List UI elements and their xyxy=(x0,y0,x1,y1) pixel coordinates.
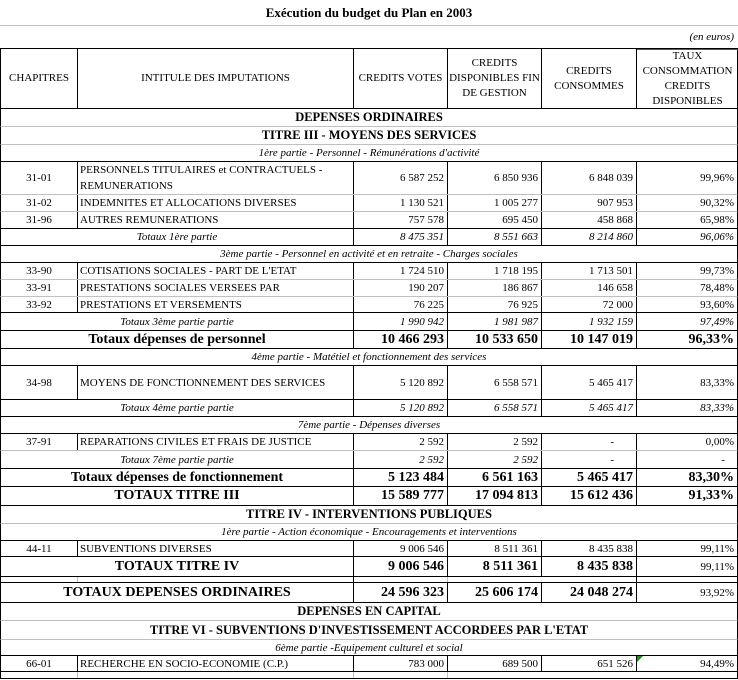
section-row xyxy=(0,127,738,145)
comment-indicator-icon[interactable] xyxy=(637,656,643,662)
credits-votes[interactable]: 1 130 521 xyxy=(354,195,448,211)
total-label[interactable]: TOTAUX DEPENSES ORDINAIRES xyxy=(1,583,354,602)
taux[interactable]: 99,11% xyxy=(700,560,734,573)
credits-consommes[interactable]: 1 713 501 xyxy=(542,263,637,279)
section-row xyxy=(0,506,738,524)
header-taux[interactable]: TAUX CONSOMMATION CREDITS DISPONIBLES xyxy=(637,49,738,108)
credits-consommes[interactable]: 651 526 xyxy=(542,656,637,671)
credits-votes[interactable]: 1 724 510 xyxy=(354,263,448,279)
part-row xyxy=(0,417,738,434)
table-row xyxy=(0,297,738,313)
part-row xyxy=(0,524,738,541)
taux[interactable]: 90,32% xyxy=(700,197,734,209)
section-depenses-ordinaires[interactable]: DEPENSES ORDINAIRES xyxy=(295,110,443,124)
credits-disponibles[interactable]: 8 511 361 xyxy=(448,541,542,556)
credits-votes[interactable]: 24 596 323 xyxy=(354,583,448,602)
credits-disponibles[interactable]: 6 850 936 xyxy=(448,162,542,194)
sheet-title[interactable]: Exécution du budget du Plan en 2003 xyxy=(265,4,473,20)
credits-disponibles[interactable]: 6 561 163 xyxy=(448,469,542,486)
credits-consommes[interactable]: 907 953 xyxy=(542,195,637,211)
chapitre-code[interactable]: 33-92 xyxy=(1,297,78,312)
unit-note[interactable]: (en euros) xyxy=(689,31,734,43)
part-1-action-economique[interactable]: 1ère partie - Action économique - Encouragements et interventions xyxy=(221,526,517,538)
credits-votes[interactable]: 2 592 xyxy=(354,434,448,450)
chapitre-code[interactable]: 33-91 xyxy=(1,280,78,296)
part-6-equipement[interactable]: 6ème partie -Equipement culturel et social xyxy=(275,641,463,654)
subtotal-row xyxy=(0,313,738,331)
intitule[interactable]: AUTRES REMUNERATIONS xyxy=(78,212,354,228)
credits-consommes[interactable]: - xyxy=(542,451,637,468)
total-row xyxy=(0,469,738,487)
table-row xyxy=(0,541,738,557)
taux[interactable]: 65,98% xyxy=(700,214,734,226)
unit-row xyxy=(0,26,738,49)
taux[interactable]: 97,49% xyxy=(700,315,734,328)
credits-consommes[interactable]: 5 465 417 xyxy=(542,469,637,486)
total-row xyxy=(0,557,738,577)
taux[interactable]: 91,33% xyxy=(688,488,734,503)
section-depenses-capital[interactable]: DEPENSES EN CAPITAL xyxy=(297,604,441,618)
section-titre-iii[interactable]: TITRE III - MOYENS DES SERVICES xyxy=(261,128,477,142)
credits-votes[interactable]: 190 207 xyxy=(354,280,448,296)
credits-disponibles[interactable]: 10 533 650 xyxy=(448,331,542,348)
total-row xyxy=(0,583,738,603)
credits-consommes[interactable]: 5 465 417 xyxy=(542,366,637,399)
credits-disponibles[interactable]: 2 592 xyxy=(448,451,542,468)
part-row xyxy=(0,640,738,656)
chapitre-code[interactable]: 37-91 xyxy=(1,434,78,450)
section-row xyxy=(0,621,738,640)
credits-consommes[interactable]: 8 214 860 xyxy=(542,229,637,245)
total-label[interactable]: TOTAUX TITRE III xyxy=(1,487,354,505)
taux[interactable]: 96,33% xyxy=(688,331,734,347)
part-4-materiel[interactable]: 4ème partie - Matétiel et fonctionnement des services xyxy=(251,351,487,363)
credits-votes[interactable]: 10 466 293 xyxy=(354,331,448,348)
table-row xyxy=(0,434,738,451)
credits-votes[interactable]: 757 578 xyxy=(354,212,448,228)
credits-disponibles[interactable]: 186 867 xyxy=(448,280,542,296)
taux[interactable]: - xyxy=(721,453,725,466)
credits-consommes[interactable]: 10 147 019 xyxy=(542,331,637,348)
taux[interactable]: 99,73% xyxy=(700,265,734,277)
subtotal-label[interactable]: Totaux 4ème partie partie xyxy=(1,400,354,416)
table-row xyxy=(0,263,738,280)
taux[interactable]: 83,33% xyxy=(700,402,734,414)
credits-disponibles[interactable]: 17 094 813 xyxy=(448,487,542,505)
subtotal-row xyxy=(0,451,738,469)
taux[interactable]: 99,11% xyxy=(700,542,734,555)
section-row xyxy=(0,603,738,621)
chapitre-code[interactable]: 34-98 xyxy=(1,366,78,399)
spacer-row xyxy=(0,672,738,679)
header-credits-disponibles[interactable]: CREDITS DISPONIBLES FIN DE GESTION xyxy=(448,49,542,108)
taux[interactable]: 78,48% xyxy=(700,282,734,294)
credits-consommes[interactable]: - xyxy=(542,434,637,450)
intitule[interactable]: SUBVENTIONS DIVERSES xyxy=(78,541,354,556)
empty-cell[interactable] xyxy=(542,577,637,582)
credits-votes[interactable]: 6 587 252 xyxy=(354,162,448,194)
credits-disponibles[interactable]: 6 558 571 xyxy=(448,400,542,416)
credits-disponibles[interactable]: 8 551 663 xyxy=(448,229,542,245)
credits-votes[interactable]: 5 120 892 xyxy=(354,366,448,399)
empty-cell[interactable] xyxy=(448,577,542,582)
credits-consommes[interactable]: 8 435 838 xyxy=(542,541,637,556)
credits-disponibles[interactable]: 25 606 174 xyxy=(448,583,542,602)
credits-disponibles[interactable]: 695 450 xyxy=(448,212,542,228)
subtotal-label[interactable]: Totaux 3ème partie partie xyxy=(1,313,354,330)
empty-cell[interactable] xyxy=(354,672,448,678)
title-row xyxy=(0,0,738,26)
credits-consommes[interactable]: 5 465 417 xyxy=(542,400,637,416)
taux[interactable]: 93,92% xyxy=(700,586,734,599)
section-titre-vi[interactable]: TITRE VI - SUBVENTIONS D'INVESTISSEMENT ACCORDEES PAR L'ETAT xyxy=(149,622,589,637)
intitule[interactable]: COTISATIONS SOCIALES - PART DE L'ETAT xyxy=(78,263,354,279)
chapitre-code[interactable]: 66-01 xyxy=(1,656,78,671)
taux[interactable]: 99,96% xyxy=(700,172,734,184)
credits-votes[interactable]: 1 990 942 xyxy=(354,313,448,330)
credits-consommes[interactable]: 6 848 039 xyxy=(542,162,637,194)
chapitre-code[interactable]: 31-96 xyxy=(1,212,78,228)
credits-consommes[interactable]: 72 000 xyxy=(542,297,637,312)
credits-disponibles[interactable]: 1 718 195 xyxy=(448,263,542,279)
credits-votes[interactable]: 2 592 xyxy=(354,451,448,468)
credits-consommes[interactable]: 15 612 436 xyxy=(542,487,637,505)
intitule[interactable]: PERSONNELS TITULAIRES et CONTRACTUELS - REMUNERATIONS xyxy=(78,162,354,194)
credits-disponibles[interactable]: 1 981 987 xyxy=(448,313,542,330)
section-titre-iv[interactable]: TITRE IV - INTERVENTIONS PUBLIQUES xyxy=(246,507,492,521)
section-row xyxy=(0,109,738,127)
part-row xyxy=(0,145,738,162)
table-row xyxy=(0,195,738,212)
taux[interactable]: 93,60% xyxy=(700,298,734,311)
header-credits-consommes[interactable]: CREDITS CONSOMMES xyxy=(542,49,637,108)
credits-votes[interactable]: 5 123 484 xyxy=(354,469,448,486)
total-label[interactable]: Totaux dépenses de fonctionnement xyxy=(1,469,354,486)
intitule[interactable]: INDEMNITES ET ALLOCATIONS DIVERSES xyxy=(78,195,354,211)
total-row xyxy=(0,331,738,349)
part-7-depenses-diverses[interactable]: 7ème partie - Dépenses diverses xyxy=(297,419,441,431)
empty-cell[interactable] xyxy=(1,672,78,678)
column-header-row xyxy=(0,49,738,109)
taux[interactable]: 94,49% xyxy=(700,657,734,670)
subtotal-label[interactable]: Totaux 1ère partie xyxy=(1,229,354,245)
subtotal-label[interactable]: Totaux 7ème partie partie xyxy=(1,451,354,468)
header-intitule[interactable]: INTITULE DES IMPUTATIONS xyxy=(78,49,354,108)
credits-consommes[interactable]: 458 868 xyxy=(542,212,637,228)
credits-votes[interactable]: 5 120 892 xyxy=(354,400,448,416)
credits-votes[interactable]: 76 225 xyxy=(354,297,448,312)
total-label[interactable]: TOTAUX TITRE IV xyxy=(1,557,354,576)
table-row xyxy=(0,162,738,195)
part-row xyxy=(0,246,738,263)
subtotal-row xyxy=(0,229,738,246)
credits-disponibles[interactable]: 76 925 xyxy=(448,297,542,312)
intitule[interactable]: PRESTATIONS ET VERSEMENTS xyxy=(78,297,354,312)
credits-disponibles[interactable]: 6 558 571 xyxy=(448,366,542,399)
part-1-personnel[interactable]: 1ère partie - Personnel - Rémunérations d'activité xyxy=(258,147,480,159)
credits-votes[interactable]: 8 475 351 xyxy=(354,229,448,245)
credits-consommes[interactable]: 146 658 xyxy=(542,280,637,296)
credits-disponibles[interactable]: 2 592 xyxy=(448,434,542,450)
taux[interactable]: 96,06% xyxy=(700,231,734,243)
chapitre-code[interactable]: 31-02 xyxy=(1,195,78,211)
table-row xyxy=(0,280,738,297)
credits-votes[interactable]: 783 000 xyxy=(354,656,448,671)
credits-consommes[interactable]: 1 932 159 xyxy=(542,313,637,330)
intitule[interactable]: MOYENS DE FONCTIONNEMENT DES SERVICES xyxy=(78,366,354,399)
chapitre-code[interactable]: 33-90 xyxy=(1,263,78,279)
empty-cell[interactable] xyxy=(78,672,354,678)
taux[interactable]: 83,33% xyxy=(700,376,734,389)
taux[interactable]: 0,00% xyxy=(705,436,734,448)
credits-consommes[interactable]: 24 048 274 xyxy=(542,583,637,602)
total-row xyxy=(0,487,738,506)
part-row xyxy=(0,349,738,366)
table-row xyxy=(0,212,738,229)
credits-disponibles[interactable]: 689 500 xyxy=(448,656,542,671)
subtotal-row xyxy=(0,400,738,417)
credits-votes[interactable]: 9 006 546 xyxy=(354,557,448,576)
credits-disponibles[interactable]: 8 511 361 xyxy=(448,557,542,576)
header-chapitres[interactable]: CHAPITRES xyxy=(1,49,78,108)
taux[interactable]: 83,30% xyxy=(688,469,734,485)
total-label[interactable]: Totaux dépenses de personnel xyxy=(1,331,354,348)
credits-votes[interactable]: 9 006 546 xyxy=(354,541,448,556)
table-row xyxy=(0,656,738,672)
empty-cell[interactable] xyxy=(78,577,354,582)
table-row xyxy=(0,366,738,400)
credits-votes[interactable]: 15 589 777 xyxy=(354,487,448,505)
intitule[interactable]: PRESTATIONS SOCIALES VERSEES PAR xyxy=(78,280,354,296)
empty-cell[interactable] xyxy=(1,577,78,582)
chapitre-code[interactable]: 44-11 xyxy=(1,541,78,556)
intitule[interactable]: RECHERCHE EN SOCIO-ECONOMIE (C.P.) xyxy=(78,656,354,671)
intitule[interactable]: REPARATIONS CIVILES ET FRAIS DE JUSTICE xyxy=(78,434,354,450)
chapitre-code[interactable]: 31-01 xyxy=(1,162,78,194)
empty-cell[interactable] xyxy=(354,577,448,582)
credits-disponibles[interactable]: 1 005 277 xyxy=(448,195,542,211)
part-3-charges-sociales[interactable]: 3ème partie - Personnel en activité et en retraite - Charges sociales xyxy=(220,248,518,260)
header-credits-votes[interactable]: CREDITS VOTES xyxy=(354,49,448,108)
credits-consommes[interactable]: 8 435 838 xyxy=(542,557,637,576)
